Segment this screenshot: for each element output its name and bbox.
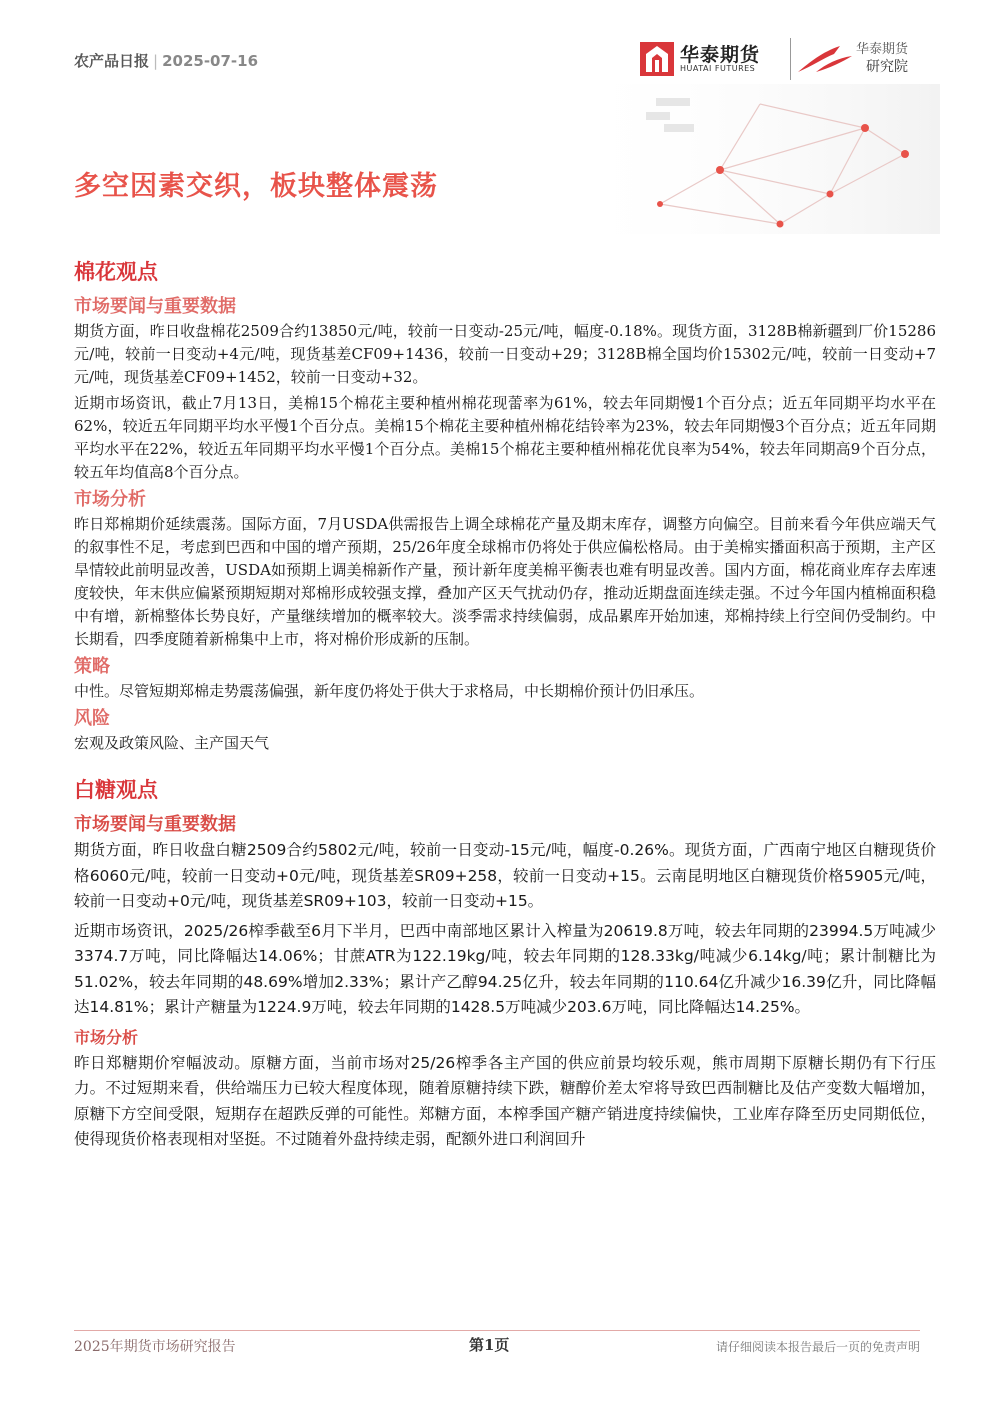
sugar-news-paragraph-1: 期货方面，昨日收盘白糖2509合约5802元/吨，较前一日变动-15元/吨，幅度-0.26%。现货方面，广西南宁地区白糖现货价格6060元/吨，较前一日变动+0元/吨，现货基差SR09+258，较前一日变动+15。云南昆明地区白糖现货价格5905元/吨，较前一日变动+0元/吨，现货基差SR09+103，较前一日变动+15。 xyxy=(74,841,936,910)
cotton-news-paragraph-1: 期货方面，昨日收盘棉花2509合约13850元/吨，较前一日变动-25元/吨，幅度-0.18%。现货方面，3128B棉新疆到厂价15286元/吨，较前一日变动+4元/吨，现货基差CF09+1436，较前一日变动+29；3128B棉全国均价15302元/吨，较前一日变动+7元/吨，现货基差CF09+1452，较前一日变动+32。 xyxy=(74,322,936,386)
institute-line1: 华泰期货 xyxy=(856,42,909,57)
cotton-section xyxy=(74,256,936,755)
cotton-analysis-paragraph: 昨日郑棉期价延续震荡。国际方面，7月USDA供需报告上调全球棉花产量及期末库存，调整方向偏空。目前来看今年供应端天气的叙事性不足，考虑到巴西和中国的增产预期，25/26年度全球棉市仍将处于供应偏松格局。由于美棉实播面积高于预期，主产区旱情较此前明显改善，USDA如预期上调美棉新作产量，预计新年度美棉平衡表也难有明显改善。国内方面，棉花商业库存去库速度较快，年末供应偏紧预期短期对郑棉形成较强支撑，叠加产区天气扰动仍存，推动近期盘面连续走强。不过今年国内植棉面积稳中有增，新棉整体长势良好，产量继续增加的概率较大。淡季需求持续偏弱，成品累库开始加速，郑棉持续上行空间仍受制约。中长期看，四季度随着新棉集中上市，将对棉价形成新的压制。 xyxy=(74,515,936,648)
huatai-futures-logo xyxy=(640,40,780,80)
header-separator: | xyxy=(153,52,159,70)
cotton-strategy-paragraph: 中性。尽管短期郑棉走势震荡偏强，新年度仍将处于供大于求格局，中长期棉价预计仍旧承压。 xyxy=(74,682,705,700)
page-number: 第1页 xyxy=(469,1336,510,1354)
sugar-analysis-heading: 市场分析 xyxy=(74,1027,139,1047)
huatai-logo-icon xyxy=(640,42,674,76)
sugar-news-paragraph-2: 近期市场资讯，2025/26榨季截至6月下半月，巴西中南部地区累计入榨量为20619.8万吨，较去年同期的23994.5万吨减少3374.7万吨，同比降幅达14.06%；甘蔗ATR为122.19kg/吨，较去年同期的128.33kg/吨减少6.14kg/吨；累计制糖比为51.02%，较去年同期的48.69%增加2.33%；累计产乙醇94.25亿升，较去年同期的110.64亿升减少16.39亿升，同比降幅达14.81%；累计产糖量为1224.9万吨，较去年同期的1428.5万吨减少203.6万吨，同比降幅达14.25%。 xyxy=(74,921,936,1016)
report-category-date xyxy=(74,50,258,71)
cotton-news-heading: 市场要闻与重要数据 xyxy=(74,296,236,317)
institute-swoosh-icon xyxy=(796,42,854,74)
cotton-heading: 棉花观点 xyxy=(74,260,158,284)
title-banner xyxy=(0,84,992,234)
logo-divider xyxy=(790,38,791,80)
research-institute-logo xyxy=(796,38,926,82)
report-content xyxy=(74,256,936,1157)
cotton-strategy-heading: 策略 xyxy=(74,656,110,677)
sugar-news-heading: 市场要闻与重要数据 xyxy=(74,814,236,835)
sugar-heading: 白糖观点 xyxy=(74,778,158,802)
sugar-section xyxy=(74,774,936,1153)
report-category: 农产品日报 xyxy=(74,52,150,70)
sugar-analysis-paragraph: 昨日郑糖期价窄幅波动。原糖方面，当前市场对25/26榨季各主产国的供应前景均较乐观，熊市周期下原糖长期仍有下行压力。不过短期来看，供给端压力已较大程度体现，随着原糖持续下跌，糖醇价差太窄将导致巴西制糖比及估产变数大幅增加，原糖下方空间受限，短期存在超跌反弹的可能性。郑糖方面，本榨季国产糖产销进度持续偏快，工业库存降至历史同期低位，使得现货价格表现相对坚挺。不过随着外盘持续走弱，配额外进口利润回升 xyxy=(74,1053,936,1148)
cotton-risk-heading: 风险 xyxy=(74,708,110,729)
cotton-risk-paragraph: 宏观及政策风险、主产国天气 xyxy=(74,734,270,752)
report-date: 2025-07-16 xyxy=(162,52,259,70)
page-footer xyxy=(74,1330,920,1360)
cotton-news-paragraph-2: 近期市场资讯，截止7月13日，美棉15个棉花主要种植州棉花现蕾率为61%，较去年同期慢1个百分点；近五年同期平均水平在62%，较近五年同期平均水平慢1个百分点。美棉15个棉花主要种植州棉花结铃率为23%，较去年同期慢3个百分点；近五年同期平均水平在22%，较近五年同期平均水平慢1个百分点。美棉15个棉花主要种植州棉花优良率为54%，较去年同期高9个百分点，较五年均值高8个百分点。 xyxy=(74,394,936,481)
cotton-analysis-heading: 市场分析 xyxy=(74,489,146,510)
logo-english-name: HUATAI FUTURES xyxy=(680,64,756,73)
institute-line2: 研究院 xyxy=(866,59,908,75)
footer-report-name: 2025年期货市场研究报告 xyxy=(74,1339,236,1355)
page-header xyxy=(74,42,924,76)
report-title: 多空因素交织，板块整体震荡 xyxy=(74,171,438,202)
network-graphic xyxy=(560,84,940,234)
section-gap xyxy=(74,758,936,774)
footer-divider xyxy=(74,1330,920,1331)
logo-chinese-name: 华泰期货 xyxy=(680,44,761,66)
disclaimer-note: 请仔细阅读本报告最后一页的免责声明 xyxy=(715,1340,920,1354)
